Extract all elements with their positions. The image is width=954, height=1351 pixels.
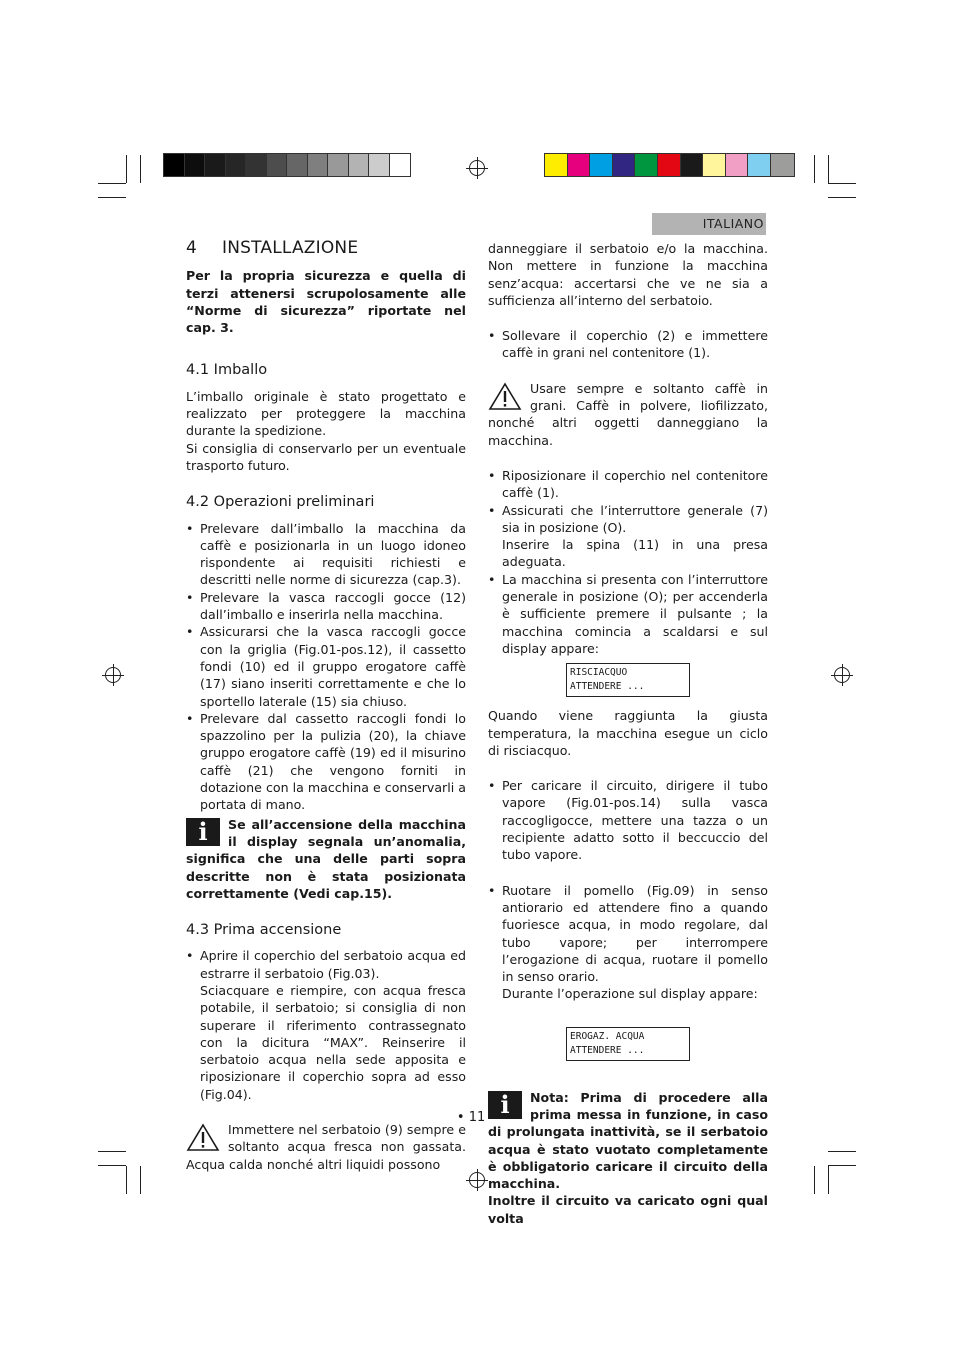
crop-mark bbox=[828, 155, 829, 183]
list-item: • Aprire il coperchio del serbatoio acqua ed estrarre il serbatoio (Fig.03). bbox=[186, 947, 466, 982]
section-title: INSTALLAZIONE bbox=[222, 238, 359, 258]
color-swatch bbox=[748, 154, 771, 176]
list-item: • Riposizionare il coperchio nel contenitore caffè (1). bbox=[488, 467, 768, 502]
warning-note bbox=[186, 1121, 466, 1173]
registration-mark-icon bbox=[105, 667, 121, 683]
crop-mark bbox=[98, 183, 126, 184]
color-swatch bbox=[205, 154, 226, 176]
warning-text: Immettere nel serbatoio (9) sempre e soltanto acqua fresca non gassata. Acqua calda nonché altri liquidi possono bbox=[186, 1122, 466, 1172]
color-swatch bbox=[613, 154, 636, 176]
list-item-continuation: Durante l’operazione sul display appare: bbox=[502, 986, 758, 1002]
lcd-display bbox=[566, 663, 690, 697]
accensione-list bbox=[488, 467, 768, 536]
list-item: • Prelevare la vasca raccogli gocce (12) dall’imballo e inserirla nella macchina. bbox=[186, 589, 466, 624]
color-swatch bbox=[635, 154, 658, 176]
color-swatch bbox=[771, 154, 794, 176]
list-item: • Per caricare il circuito, dirigere il tubo vapore (Fig.01-pos.14) sulla vasca raccogligocce, mettere una tazza o un recipiente adatto sotto il beccuccio del tubo vapore. bbox=[488, 777, 768, 863]
color-swatch bbox=[267, 154, 288, 176]
list-item: • Assicurati che l’interruttore generale (7) sia in posizione (O). bbox=[488, 502, 768, 537]
color-swatch bbox=[328, 154, 349, 176]
crop-mark bbox=[140, 1166, 141, 1194]
color-swatch bbox=[726, 154, 749, 176]
crop-mark bbox=[828, 1151, 856, 1152]
color-swatch bbox=[568, 154, 591, 176]
list-item: • Sollevare il coperchio (2) e immettere caffè in grani nel contenitore (1). bbox=[488, 327, 768, 362]
list-item: • La macchina si presenta con l’interruttore generale in posizione (O); per accenderla è sufficiente premere il pulsante ; la macchina comincia a scaldarsi e sul display appare: bbox=[488, 571, 768, 657]
subsection-heading-operazioni: 4.2 Operazioni preliminari bbox=[186, 494, 375, 511]
color-swatch bbox=[164, 154, 185, 176]
info-icon: i bbox=[186, 818, 220, 846]
accensione-list bbox=[488, 571, 768, 657]
page-number: • 11 • bbox=[456, 1110, 498, 1125]
info-note-continuation: Inoltre il circuito va caricato ogni qual volta bbox=[488, 1193, 768, 1226]
list-item-continuation: Sciacquare e riempire, con acqua fresca potabile, il serbatoio; si consiglia di non superare il riferimento contrassegnato con la dicitura “MAX”. Reinserire il serbatoio acqua nella sede apposita e riposizionare il coperchio sopra ad esso (Fig.04). bbox=[200, 982, 466, 1102]
intro-text: Per la propria sicurezza e quella di terzi attenersi scrupolosamente alle “Norme di sicurezza” riportate nel cap. 3. bbox=[186, 268, 466, 336]
color-swatch bbox=[226, 154, 247, 176]
crop-mark bbox=[126, 155, 127, 183]
right-column bbox=[488, 240, 768, 1227]
color-swatch bbox=[390, 154, 411, 176]
registration-mark-icon bbox=[834, 667, 850, 683]
color-swatch bbox=[681, 154, 704, 176]
display-line: ATTENDERE ... bbox=[570, 1044, 645, 1056]
list-item-continuation: Inserire la spina (11) in una presa adeguata. bbox=[502, 537, 768, 570]
warning-icon bbox=[488, 382, 522, 410]
list-item: • Prelevare dal cassetto raccogli fondi lo spazzolino per la pulizia (20), la chiave gruppo erogatore caffè (19) ed il misurino caffè (21) che vengono forniti in dotazione con la macchina e conservarli a portata di mano. bbox=[186, 710, 466, 814]
section-heading bbox=[186, 240, 466, 257]
color-swatch bbox=[703, 154, 726, 176]
lcd-display bbox=[566, 1027, 690, 1061]
crop-mark bbox=[814, 1166, 815, 1194]
color-swatch bbox=[349, 154, 370, 176]
color-swatch bbox=[545, 154, 568, 176]
list-item: • Assicurarsi che la vasca raccogli gocce con la griglia (Fig.01-pos.12), il cassetto fondi (10) ed il gruppo erogatore caffè (17) siano inseriti correttamente e che lo sportello laterale (15) sia chiuso. bbox=[186, 623, 466, 709]
subsection-heading-prima: 4.3 Prima accensione bbox=[186, 922, 342, 939]
crop-mark bbox=[98, 1151, 126, 1152]
crop-mark bbox=[140, 155, 141, 183]
crop-mark bbox=[98, 1165, 126, 1166]
info-note bbox=[186, 816, 466, 902]
crop-mark bbox=[828, 1165, 856, 1166]
coperchio-list bbox=[488, 327, 768, 362]
display-line: RISCIACQUO bbox=[570, 667, 628, 679]
language-tab: ITALIANO bbox=[652, 213, 766, 235]
crop-mark bbox=[828, 197, 856, 198]
crop-mark bbox=[814, 155, 815, 183]
left-column bbox=[186, 240, 466, 1173]
color-swatch bbox=[369, 154, 390, 176]
color-swatch bbox=[308, 154, 329, 176]
list-item: • Prelevare dall’imballo la macchina da caffè e posizionarla in un luogo idoneo rispondente ai requisiti richiesti e descritti nelle norme di sicurezza (cap.3). bbox=[186, 520, 466, 589]
info-icon: i bbox=[488, 1091, 522, 1119]
paragraph: Quando viene raggiunta la giusta temperatura, la macchina esegue un ciclo di risciacquo. bbox=[488, 708, 768, 758]
crop-mark bbox=[98, 197, 126, 198]
info-note bbox=[488, 1089, 768, 1193]
registration-mark-icon bbox=[469, 1172, 485, 1188]
section-number: 4 bbox=[186, 238, 198, 258]
operazioni-list bbox=[186, 520, 466, 814]
display-line: ATTENDERE ... bbox=[570, 681, 645, 693]
color-swatch bbox=[590, 154, 613, 176]
prima-list bbox=[186, 947, 466, 982]
registration-mark-icon bbox=[469, 160, 485, 176]
warning-icon bbox=[186, 1123, 220, 1151]
circuito-list bbox=[488, 777, 768, 863]
color-swatch bbox=[287, 154, 308, 176]
subsection-heading-imballo: 4.1 Imballo bbox=[186, 362, 268, 379]
crop-mark bbox=[126, 1166, 127, 1194]
info-note-text: Se all’accensione della macchina il display segnala un’anomalia, significa che una delle parti sopra descritte non è stata posizionata correttamente (Vedi cap.15). bbox=[186, 816, 466, 901]
display-line: EROGAZ. ACQUA bbox=[570, 1030, 645, 1042]
crop-mark bbox=[828, 183, 856, 184]
imballo-paragraph: L’imballo originale è stato progettato e realizzato per proteggere la macchina durante la spedizione. bbox=[186, 388, 466, 439]
crop-mark bbox=[828, 1166, 829, 1194]
warning-note bbox=[488, 380, 768, 449]
color-swatch bbox=[658, 154, 681, 176]
color-swatch bbox=[185, 154, 206, 176]
warning-continuation: danneggiare il serbatoio e/o la macchina. Non mettere in funzione la macchina senz’acqua: accertarsi che ve ne sia a sufficienza all’interno del serbatoio. bbox=[488, 241, 768, 308]
list-item: • Ruotare il pomello (Fig.09) in senso antiorario ed attendere fino a quando fuoriesce acqua, in modo regolare, dal tubo vapore; per interrompere l’erogazione di acqua, ruotare il pomello in senso orario. bbox=[488, 882, 768, 986]
pomello-list bbox=[488, 882, 768, 986]
info-note-text: Nota: Prima di procedere alla prima messa in funzione, in caso di prolungata inattività, se il serbatoio acqua è stato vuotato completamente è obbligatorio caricare il circuito della macchina. bbox=[488, 1089, 768, 1192]
color-swatch bbox=[246, 154, 267, 176]
imballo-paragraph: Si consiglia di conservarlo per un eventuale trasporto futuro. bbox=[186, 440, 466, 473]
warning-text: Usare sempre e soltanto caffè in grani. Caffè in polvere, liofilizzato, nonché altri oggetti danneggiano la macchina. bbox=[488, 380, 768, 448]
